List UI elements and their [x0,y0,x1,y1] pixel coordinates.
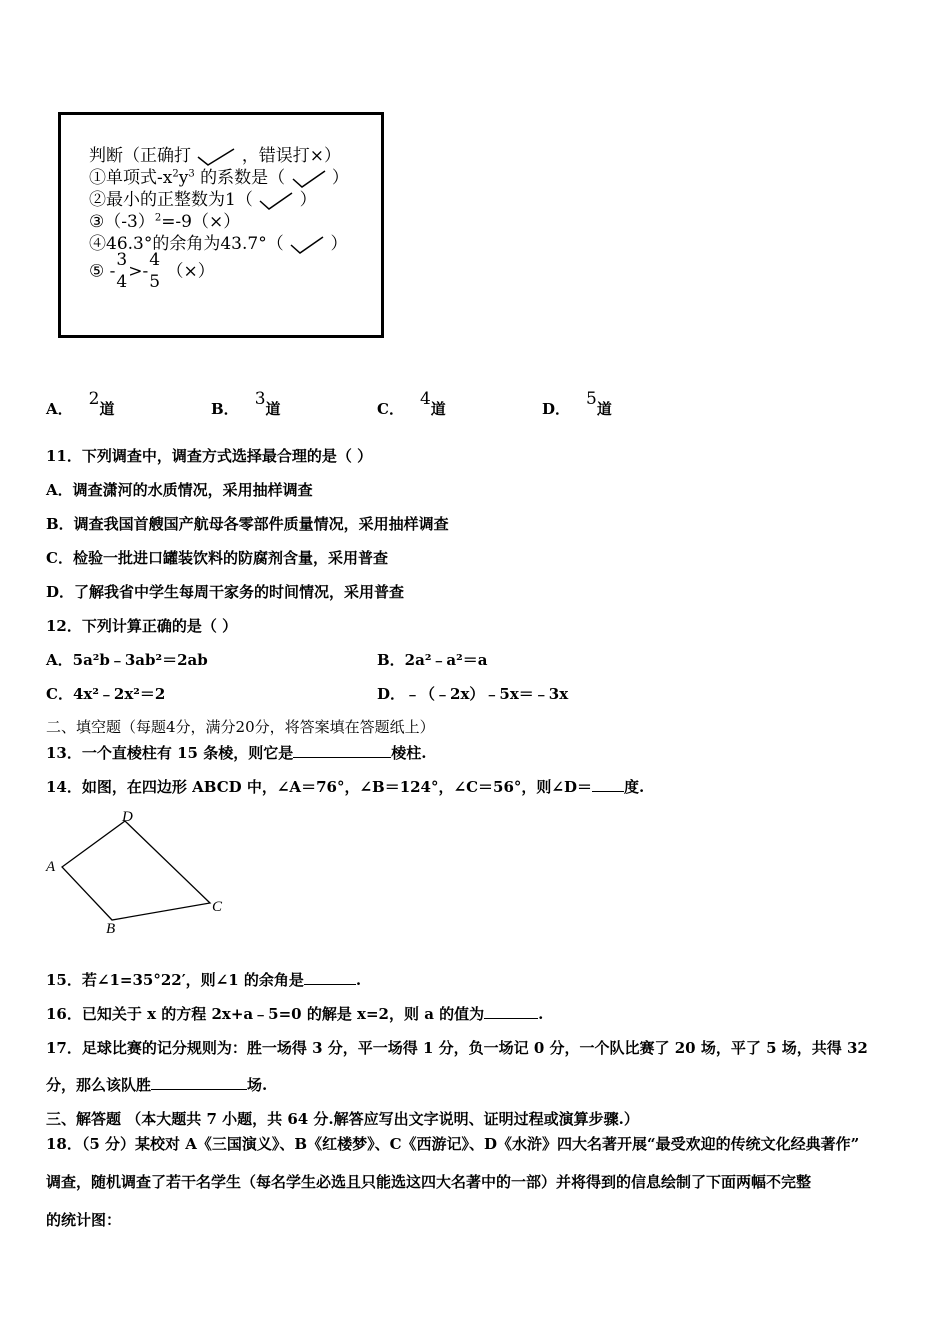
fraction-four-fifths: 4 5 [149,250,161,292]
option-b: B． 3道 [211,389,281,418]
q11-option-d: D．了解我省中学生每周干家务的时间情况，采用普查 [46,583,405,601]
q11-option-b: B．调查我国首艘国产航母各零部件质量情况，采用抽样调查 [46,515,449,533]
q11-stem: 11．下列调查中，调查方式选择最合理的是（ ） [46,447,373,465]
q12-stem: 12．下列计算正确的是（ ） [46,617,238,635]
q12-option-c: C．4x²﹣2x²＝2 [46,685,166,703]
q18-line-2: 调查，随机调查了若干名学生（每名学生必选且只能选这四大名著中的一部）并将得到的信息绘制了下面两幅不完整 [46,1173,812,1191]
judgement-item-5: ⑤ - 3 4 >- 4 5 （×） [89,250,215,292]
label-a: A [46,859,56,875]
judgement-title: 判断（正确打 ，错误打×） [89,146,342,166]
judgement-item-3: $③(-3)^2=-9(\times)$ [89,212,241,232]
fraction-three-fourths: 3 4 [116,250,128,292]
q18-line-1: 18．（5 分）某校对 A《三国演义》、B《红楼梦》、C《西游记》、D《水浒》四大名著开展“最受欢迎的传统文化经典著作” [46,1135,860,1153]
judgement-item-4: ④46.3°的余角为43.7°（ ） [89,234,348,254]
check-mark-icon [289,235,325,255]
judgement-box [58,112,384,338]
q13: 13．一个直棱柱有 15 条棱，则它是 棱柱. [46,744,427,762]
q11-option-c: C．检验一批进口罐装饮料的防腐剂含量，采用普查 [46,549,388,567]
label-b: B [106,921,116,937]
q12-option-d: D．﹣（﹣2x）﹣5x＝﹣3x [377,685,569,703]
label-c: C [212,899,223,915]
option-a: A． 2道 [46,389,115,418]
q12-option-a: A．5a²b﹣3ab²＝2ab [46,651,208,669]
option-c: C． 4道 [377,389,446,418]
q16: 16．已知关于 x 的方程 2x+a﹣5=0 的解是 x=2，则 a 的值为 . [46,1005,544,1023]
q15: 15．若∠1=35°22′，则∠1 的余角是 . [46,971,362,989]
q14: 14．如图，在四边形 ABCD 中，∠A＝76°，∠B＝124°，∠C＝56°，则∠D＝ 度. [46,778,645,796]
q17-line-1: 17．足球比赛的记分规则为：胜一场得 3 分，平一场得 1 分，负一场记 0 分，一个队比赛了 20 场，平了 5 场，共得 32 [46,1039,868,1057]
judgement-item-2: ②最小的正整数为1（ ） [89,190,317,210]
quadrilateral-figure [40,805,240,940]
q18-line-3: 的统计图： [46,1211,122,1229]
section-2-heading: 二、填空题（每题4分，满分20分，将答案填在答题纸上） [46,718,435,736]
option-d: D． 5道 [542,389,612,418]
quadrilateral-abcd [62,821,210,920]
check-mark-icon [258,191,294,211]
section-3-heading: 三、解答题 （本大题共 7 小题，共 64 分.解答应写出文字说明、证明过程或演算步骤.） [46,1110,639,1128]
label-d: D [122,809,133,825]
q17-line-2: 分，那么该队胜 场. [46,1076,268,1094]
q11-option-a: A．调查潇河的水质情况，采用抽样调查 [46,481,313,499]
q12-option-b: B．2a²﹣a²＝a [377,651,488,669]
judgement-item-1: ①单项式$-x^2y^3$ 的系数是（ ） [89,168,349,188]
